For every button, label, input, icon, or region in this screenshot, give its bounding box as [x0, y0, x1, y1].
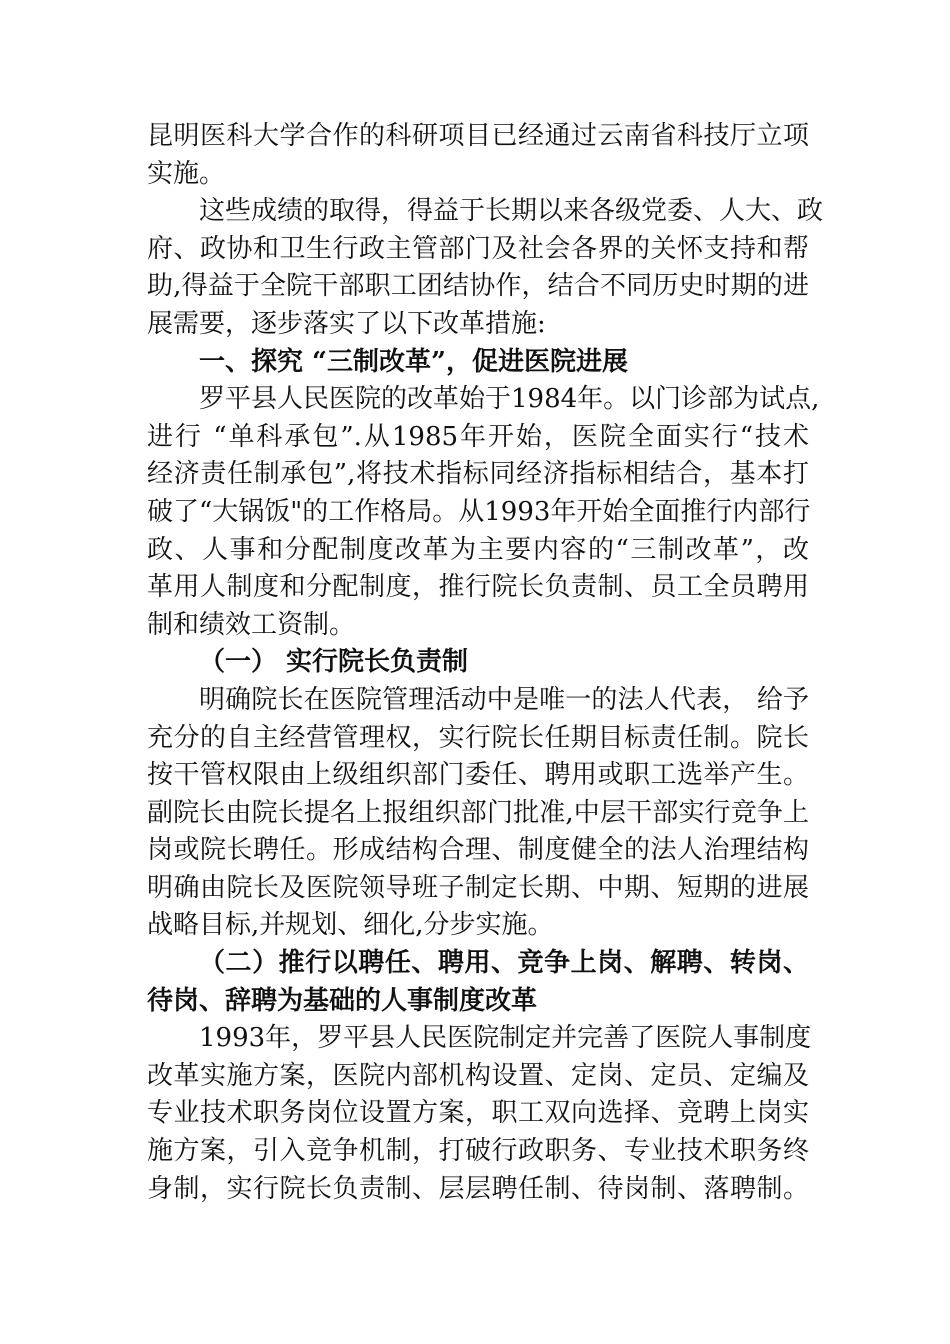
paragraph-line: 按干管权限由上级组织部门委任、聘用或职工选举产生。	[147, 760, 809, 791]
paragraph-line: 制和绩效工资制。	[147, 609, 356, 640]
paragraph-line: 昆明医科大学合作的科研项目已经通过云南省科技厅立项	[147, 121, 809, 151]
paragraph-line: 经济责任制承包”,将技术指标同经济指标相结合，基本打	[147, 459, 809, 490]
paragraph-line: 充分的自主经营管理权，实行院长任期目标责任制。院长	[147, 722, 809, 753]
paragraph-line: 政、人事和分配制度改革为主要内容的“三制改革”，改	[147, 534, 809, 565]
paragraph-line: 施方案，引入竞争机制，打破行政职务、专业技术职务终	[147, 1136, 809, 1167]
paragraph-line: 岗或院长聘任。形成结构合理、制度健全的法人治理结构	[147, 835, 809, 866]
paragraph-line: 改革实施方案，医院内部机构设置、定岗、定员、定编及	[147, 1060, 809, 1091]
paragraph-line: 破了“大锅饭"的工作格局。从1993年开始全面推行内部行	[147, 496, 811, 527]
paragraph-line: 身制，实行院长负责制、层层聘任制、待岗制、落聘制。	[147, 1173, 809, 1204]
paragraph-line: 展需要，逐步落实了以下改革措施:	[147, 308, 546, 339]
paragraph-line: 战略目标,并规划、细化,分步实施。	[147, 910, 554, 941]
paragraph-line: 革用人制度和分配制度，推行院长负责制、员工全员聘用	[147, 572, 809, 603]
paragraph-line: 实施。	[147, 158, 226, 189]
paragraph-line: 明确由院长及医院领导班子制定长期、中期、短期的进展	[147, 872, 809, 903]
paragraph-line: 这些成绩的取得，得益于长期以来各级党委、人大、政	[199, 196, 824, 227]
section-heading-line: （一） 实行院长负责制	[199, 647, 469, 678]
paragraph-line: 明确院长在医院管理活动中是唯一的法人代表， 给予	[199, 684, 809, 715]
paragraph-line: 罗平县人民医院的改革始于1984年。以门诊部为试点,	[199, 384, 820, 415]
section-heading-line: 待岗、辞聘为基础的人事制度改革	[147, 985, 538, 1016]
document-body	[147, 118, 824, 1208]
paragraph-line: 专业技术职务岗位设置方案，职工双向选择、竞聘上岗实	[147, 1098, 809, 1129]
paragraph-line: 1993年，罗平县人民医院制定并完善了医院人事制度	[199, 1023, 812, 1054]
section-heading-line: （二）推行以聘任、聘用、竞争上岗、解聘、转岗、	[199, 948, 809, 979]
paragraph-line: 府、政协和卫生行政主管部门及社会各界的关怀支持和帮	[147, 233, 809, 264]
section-heading-line: 一、探究 “三制改革”，促进医院进展	[199, 346, 628, 377]
paragraph-line: 进行 “单科承包”.从1985年开始，医院全面实行“技术	[147, 421, 809, 452]
paragraph-line: 助,得益于全院干部职工团结协作，结合不同历史时期的进	[147, 271, 809, 302]
paragraph-line: 副院长由院长提名上报组织部门批准,中层干部实行竞争上	[147, 797, 809, 828]
